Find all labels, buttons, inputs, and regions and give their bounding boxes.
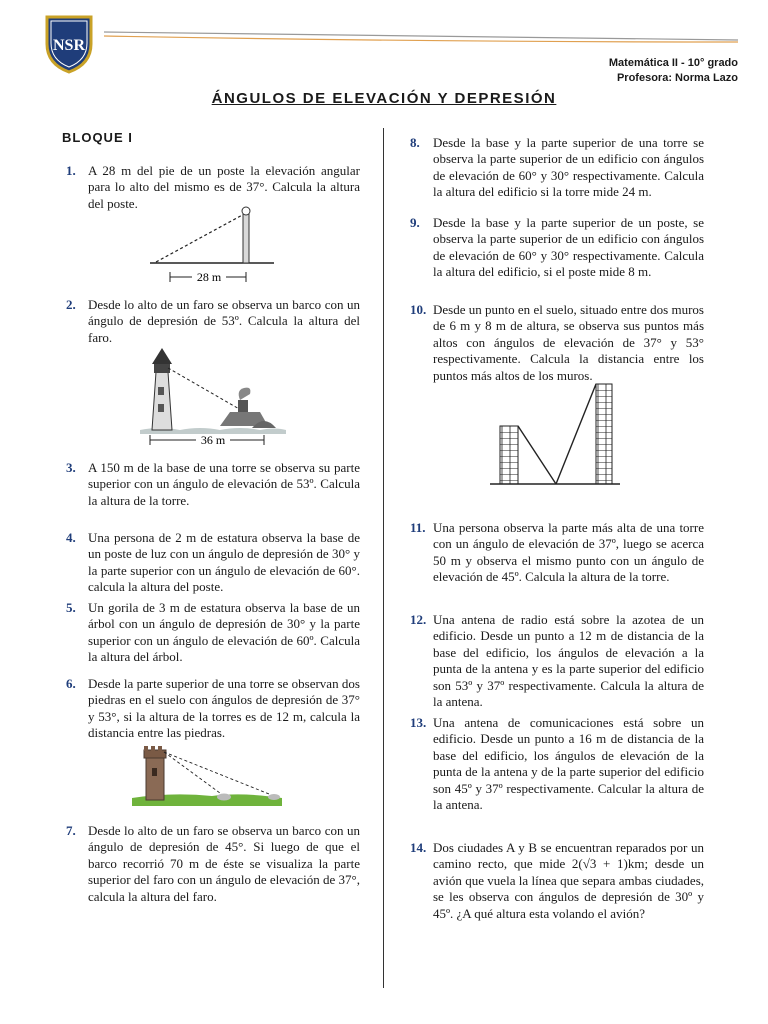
problem-number: 10. xyxy=(410,302,427,317)
problem-number: 1. xyxy=(66,163,76,178)
problem-6 xyxy=(66,676,360,742)
problem-9 xyxy=(410,215,704,281)
title-text: ÁNGULOS DE ELEVACIÓN Y DEPRESIÓN xyxy=(211,90,557,107)
tower-stones-figure xyxy=(132,742,282,808)
problem-text: Una persona de 2 m de estatura observa la base de un poste de luz con un ángulo de depresión de 30° y la parte superior con un ángulo de elevación de 60°. calcula la altura del poste. xyxy=(88,530,360,595)
problem-number: 9. xyxy=(410,215,420,230)
problem-number: 8. xyxy=(410,135,420,150)
column-divider xyxy=(383,128,384,988)
pole-figure xyxy=(150,205,280,290)
problem-number: 7. xyxy=(66,823,76,838)
course-label: Matemática II - 10° grado xyxy=(608,57,738,69)
problem-text: Dos ciudades A y B se encuentran reparados por un camino recto, que mide 2(√3 + 1)km; desde un avión que vuela la línea que separa ambas ciudades, se les observa con ángulos de depresión de 30º y 45º. ¿A qué altura esta volando el avión? xyxy=(433,840,704,921)
problem-number: 6. xyxy=(66,676,76,691)
problem-number: 13. xyxy=(410,715,427,730)
school-logo xyxy=(44,14,94,74)
problem-7 xyxy=(66,823,360,905)
problem-text: Desde la base y la parte superior de una torre se observa la parte superior de un edificio con ángulos de elevación de 60° y 30° respectivamente. Calcula la altura del edificio si la torre mide 24 m. xyxy=(433,135,704,200)
problem-number: 5. xyxy=(66,600,76,615)
problem-13 xyxy=(410,715,704,813)
problem-text: A 28 m del pie de un poste la elevación angular para lo alto del mismo es de 37°. Calcula la altura del poste. xyxy=(88,163,360,211)
problem-2 xyxy=(66,297,360,346)
problem-number: 2. xyxy=(66,297,76,312)
problem-text: A 150 m de la base de una torre se observa su parte superior con un ángulo de elevación de 53º. Calcula la altura de la torre. xyxy=(88,460,360,508)
problem-number: 14. xyxy=(410,840,427,855)
fig2-distance-label: 36 m xyxy=(200,433,226,447)
problem-number: 3. xyxy=(66,460,76,475)
problem-text: Una antena de radio está sobre la azotea de un edificio. Desde un punto a 12 m de distancia de la base del edificio, los ángulos de elevación a la punta de la antena y es la parte superior del edificio son 53º y 37º respectivamente. Calcula la altura de la antena. xyxy=(433,612,704,710)
problem-text: Desde un punto en el suelo, situado entre dos muros de 6 m y 8 m de altura, se observa sus puntos más altos con ángulos de elevación de 37° y 53° respectivamente. Calcula la distancia entre los puntos más altos de los muros. xyxy=(433,302,704,383)
problem-number: 12. xyxy=(410,612,427,627)
problem-5 xyxy=(66,600,360,666)
problem-12 xyxy=(410,612,704,710)
teacher-label: Profesora: Norma Lazo xyxy=(616,72,738,84)
problem-text: Una persona observa la parte más alta de una torre con un ángulo de elevación de 37º, luego se acerca 50 m y observa el mismo punto con un ángulo de elevación de 45º. Calcula la altura de la torre. xyxy=(433,520,704,585)
lighthouse-figure xyxy=(140,342,290,450)
problem-11 xyxy=(410,520,704,586)
problem-3 xyxy=(66,460,360,509)
block-title: BLOQUE I xyxy=(62,130,133,145)
problem-text: Un gorila de 3 m de estatura observa la base de un árbol con un ángulo de depresión de 30° y la parte superior con un ángulo de elevación de 60º. Calcula la altura del árbol. xyxy=(88,600,360,665)
problem-10 xyxy=(410,302,704,384)
problem-8 xyxy=(410,135,704,201)
problem-number: 11. xyxy=(410,520,426,535)
problem-text: Desde la base y la parte superior de un poste, se observa la parte superior de un edificio con ángulos de elevación de 60° y 30° respectivamente. Calcula la altura del edificio, si el poste mide 8 m. xyxy=(433,215,704,280)
logo-text: NSR xyxy=(52,37,86,54)
problem-14 xyxy=(410,840,704,922)
header-info xyxy=(609,56,738,86)
problem-text: Desde la parte superior de una torre se observan dos piedras en el suelo con ángulos de depresión de 37° y 53°, si la altura de la torres es de 12 m, calcula la distancia entre las piedras. xyxy=(88,676,360,741)
two-walls-figure xyxy=(490,378,620,488)
problem-number: 4. xyxy=(66,530,76,545)
problem-text: Desde lo alto de un faro se observa un barco con un ángulo de depresión de 45°. Si luego de que el barco recorrió 70 m de éste se visualiza la parte superior del faro con un ángulo de elevación de 37°, calcula la altura del faro. xyxy=(88,823,360,904)
page-title xyxy=(0,90,768,107)
problem-4 xyxy=(66,530,360,596)
fig1-distance-label: 28 m xyxy=(196,270,222,284)
problem-text: Desde lo alto de un faro se observa un barco con un ángulo de depresión de 53º. Calcula la altura del faro. xyxy=(88,297,360,345)
problem-text: Una antena de comunicaciones está sobre un edificio. Desde un punto a 16 m de distancia de la base del edificio, los ángulos de elevación de la punta de la antena y de la parte superior del edificio son 45º y 37º respectivamente. Calcular la altura de la antena. xyxy=(433,715,704,813)
